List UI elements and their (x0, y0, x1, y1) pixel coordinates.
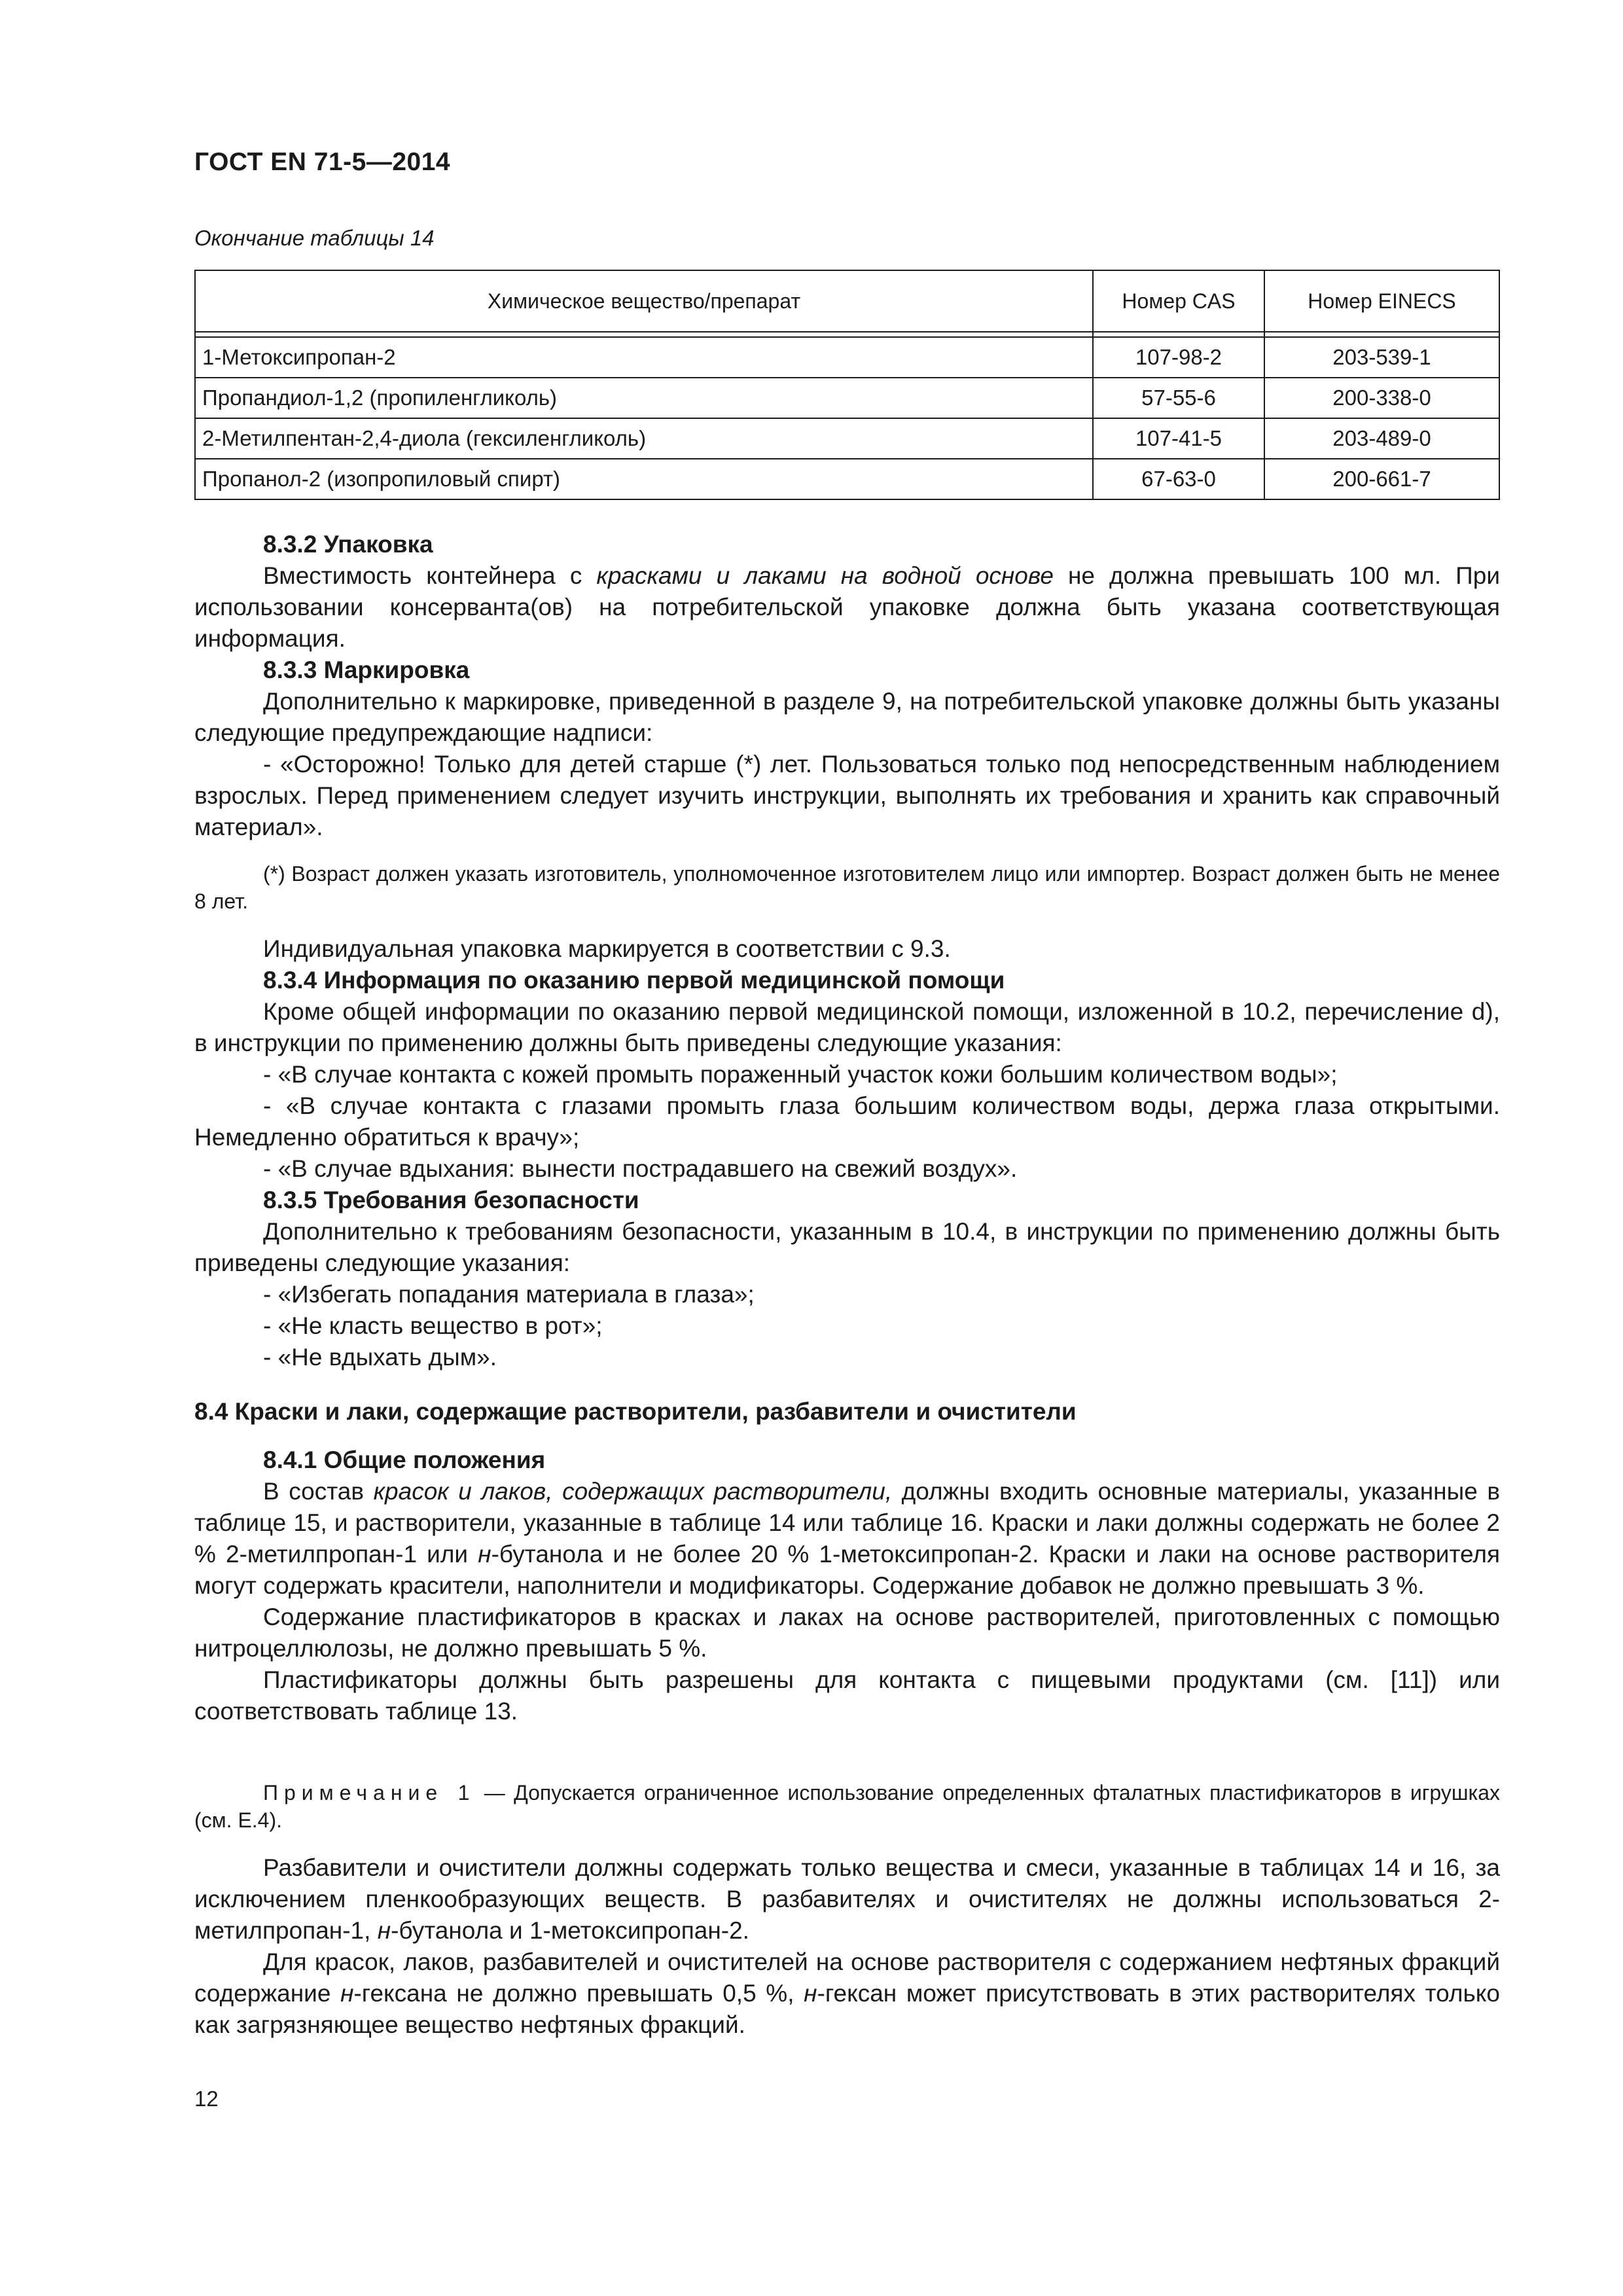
paragraph: Вместимость контейнера с красками и лаками на водной основе не должна превышать 100 мл. При использовании консерванта(ов) на потребительской упаковке должна быть указана соответствующая информация. (194, 562, 1501, 652)
paragraph: Разбавители и очистители должны содержать только вещества и смеси, указанные в таблицах 14 и 16, за исключением пленкообразующих веществ. В разбавителях и очистителях не должны использоваться 2-метилпропан-1, н-бутанола и 1-метоксипропан-2. (194, 1854, 1500, 1944)
list-item: - «Не класть вещество в рот»; (263, 1312, 603, 1339)
table-cell-einecs: 203-489-0 (1264, 418, 1499, 459)
column-header-einecs: Номер EINECS (1264, 270, 1499, 332)
table-cell-cas: 57-55-6 (1093, 378, 1264, 418)
chemicals-table (194, 270, 1500, 500)
section-heading: 8.3.3 Маркировка (263, 656, 470, 683)
table-row (195, 337, 1499, 378)
section-heading: 8.3.4 Информация по оказанию первой медицинской помощи (263, 967, 1005, 994)
list-item: - «Избегать попадания материала в глаза»; (263, 1281, 755, 1308)
paragraph: Кроме общей информации по оказанию первой медицинской помощи, изложенной в 10.2, перечисление d), в инструкции по применению должны быть приведены следующие указания: (194, 998, 1500, 1056)
paragraph: - «Осторожно! Только для детей старше (*) лет. Пользоваться только под непосредственным наблюдением взрослых. Перед применением следует изучить инструкции, выполнять их требования и хранить как справочный материал». (194, 751, 1500, 840)
section-heading: 8.3.2 Упаковка (263, 531, 433, 558)
section-8-3-2 (194, 529, 1500, 655)
section-heading: 8.4 Краски и лаки, содержащие растворители, разбавители и очистители (194, 1398, 1077, 1425)
paragraph: Дополнительно к маркировке, приведенной в разделе 9, на потребительской упаковке должны быть указаны следующие предупреждающие надписи: (194, 688, 1500, 746)
table-cell-substance: 2-Метилпентан-2,4-диола (гексиленгликоль) (195, 418, 1093, 459)
table-cell-cas: 107-98-2 (1093, 337, 1264, 378)
section-8-4-1 (194, 1444, 1500, 1727)
paragraph: В состав красок и лаков, содержащих растворители, должны входить основные материалы, указанные в таблице 15, и растворители, указанные в таблице 14 или таблице 16. Краски и лаки должны содержать не более 2 % 2-метилпропан-1 или н-бутанола и не более 20 % 1-метоксипропан-2. Краски и лаки на основе растворителя могут содержать красители, наполнители и модификаторы. Содержание добавок не должно превышать 3 %. (194, 1478, 1501, 1599)
table-cell-cas: 67-63-0 (1093, 459, 1264, 499)
table-cell-einecs: 200-338-0 (1264, 378, 1499, 418)
table-caption: Окончание таблицы 14 (194, 226, 435, 250)
note-1 (194, 1779, 1500, 1834)
column-header-cas: Номер CAS (1093, 270, 1264, 332)
paragraph: Дополнительно к требованиям безопасности, указанным в 10.4, в инструкции по применению должны быть приведены следующие указания: (194, 1218, 1500, 1276)
table-row (195, 459, 1499, 499)
table-cell-einecs: 203-539-1 (1264, 337, 1499, 378)
section-heading: 8.3.5 Требования безопасности (263, 1187, 639, 1213)
section-8-4 (194, 1396, 1500, 1427)
footnote: (*) Возраст должен указать изготовитель, уполномоченное изготовителем лицо или импортер. Возраст должен быть не менее 8 лет. (194, 862, 1500, 913)
section-heading: 8.4.1 Общие положения (263, 1446, 546, 1473)
table-header-separator (195, 332, 1499, 337)
table-cell-cas: 107-41-5 (1093, 418, 1264, 459)
list-item: - «В случае контакта с кожей промыть пораженный участок кожи большим количеством воды»; (263, 1061, 1338, 1088)
section-8-3-3-continued (194, 933, 1500, 1373)
table-cell-substance: Пропанол-2 (изопропиловый спирт) (195, 459, 1093, 499)
list-item: - «Не вдыхать дым». (263, 1344, 497, 1371)
section-8-3-3 (194, 655, 1500, 843)
table-cell-substance: 1-Метоксипропан-2 (195, 337, 1093, 378)
paragraph: Пластификаторы должны быть разрешены для контакта с пищевыми продуктами (см. [11]) или соответствовать таблице 13. (194, 1666, 1500, 1725)
list-item: - «В случае контакта с глазами промыть глаза большим количеством воды, держа глаза открытыми. Немедленно обратиться к врачу»; (194, 1092, 1500, 1151)
list-item: - «В случае вдыхания: вынести пострадавшего на свежий воздух». (263, 1155, 1018, 1182)
table-row (195, 378, 1499, 418)
paragraph: Для красок, лаков, разбавителей и очистителей на основе растворителя с содержанием нефтяных фракций содержание н-гексана не должно превышать 0,5 %, н-гексан может присутствовать в этих растворителях только как загрязняющее вещество нефтяных фракций. (194, 1948, 1500, 2038)
section-8-3-3-footnote (194, 860, 1500, 915)
table-cell-substance: Пропандиол-1,2 (пропиленгликоль) (195, 378, 1093, 418)
table-header-row (195, 270, 1499, 332)
note: Примечание 1 — Допускается ограниченное использование определенных фталатных пластификаторов в игрушках (см. E.4). (194, 1781, 1501, 1832)
section-8-4-1-continued (194, 1852, 1500, 2041)
page-number: 12 (194, 2087, 219, 2111)
table-cell-einecs: 200-661-7 (1264, 459, 1499, 499)
paragraph: Содержание пластификаторов в красках и лаках на основе растворителей, приготовленных с помощью нитроцеллюлозы, не должно превышать 5 %. (194, 1604, 1500, 1662)
standard-title: ГОСТ EN 71-5—2014 (194, 148, 451, 176)
column-header-substance: Химическое вещество/препарат (195, 270, 1093, 332)
table-row (195, 418, 1499, 459)
paragraph: Индивидуальная упаковка маркируется в соответствии с 9.3. (263, 935, 951, 962)
